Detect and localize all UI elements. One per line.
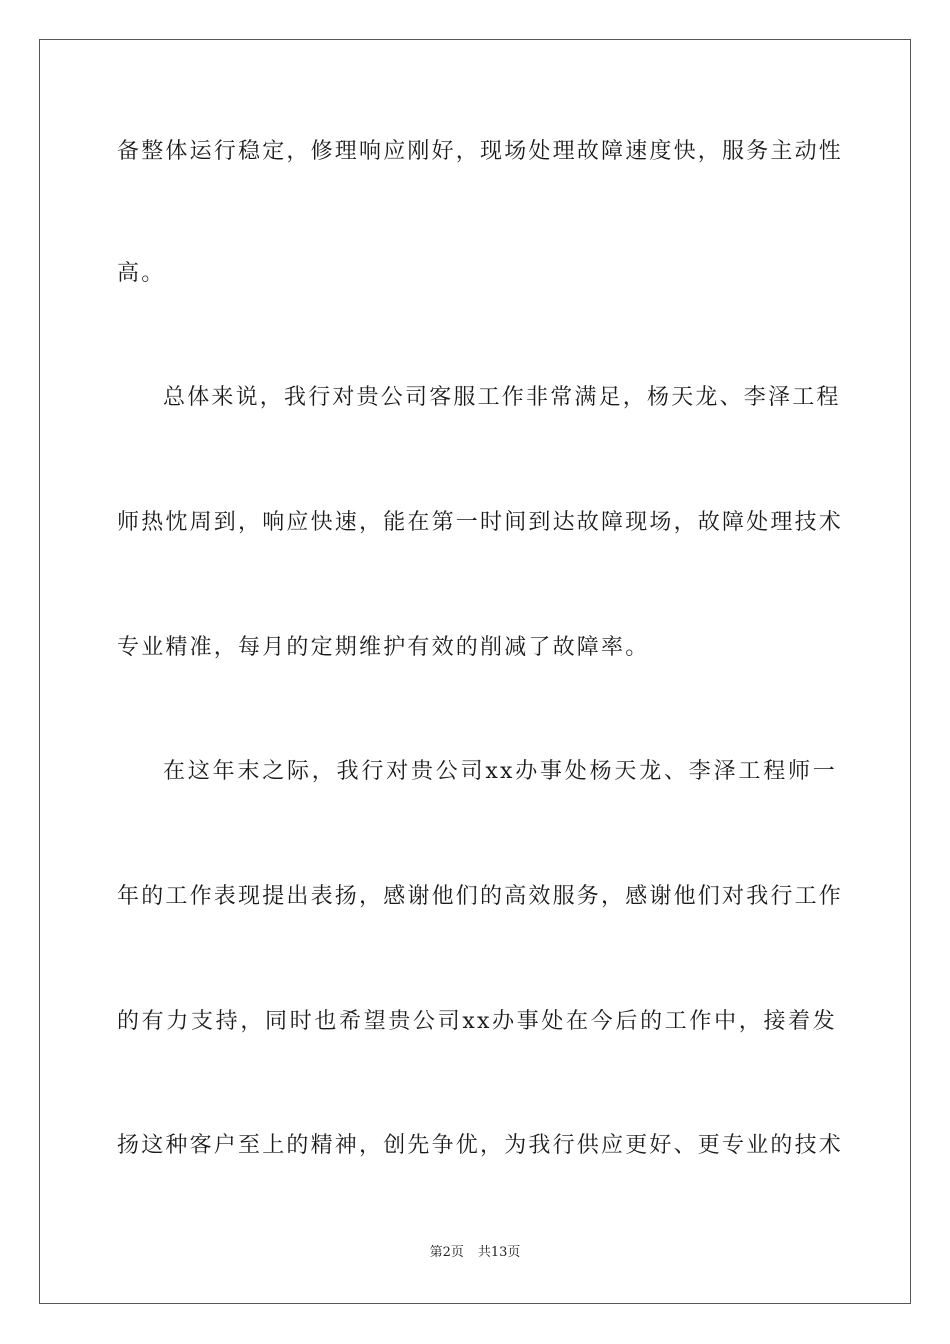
body-line-9: 扬这种客户至上的精神，创先争优，为我行供应更好、更专业的技术 <box>117 1133 844 1158</box>
body-line-7: 年的工作表现提出表扬，感谢他们的高效服务，感谢他们对我行工作 <box>117 884 844 909</box>
body-line-6: 在这年末之际，我行对贵公司xx办事处杨天龙、李泽工程师一 <box>163 759 837 784</box>
page-border <box>39 39 911 1304</box>
body-line-5: 专业精准，每月的定期维护有效的削减了故障率。 <box>117 635 650 660</box>
body-line-3: 总体来说，我行对贵公司客服工作非常满足，杨天龙、李泽工程 <box>163 385 841 410</box>
page-total: 共13页 <box>477 1245 521 1260</box>
body-line-1: 备整体运行稳定，修理响应刚好，现场处理故障速度快，服务主动性 <box>117 139 844 164</box>
body-line-8: 的有力支持，同时也希望贵公司xx办事处在今后的工作中，接着发 <box>117 1009 837 1034</box>
body-line-2: 高。 <box>117 261 166 286</box>
page-footer <box>0 1245 950 1261</box>
page-number: 第2页 <box>429 1245 464 1260</box>
body-line-4: 师热忱周到，响应快速，能在第一时间到达故障现场，故障处理技术 <box>117 510 844 535</box>
